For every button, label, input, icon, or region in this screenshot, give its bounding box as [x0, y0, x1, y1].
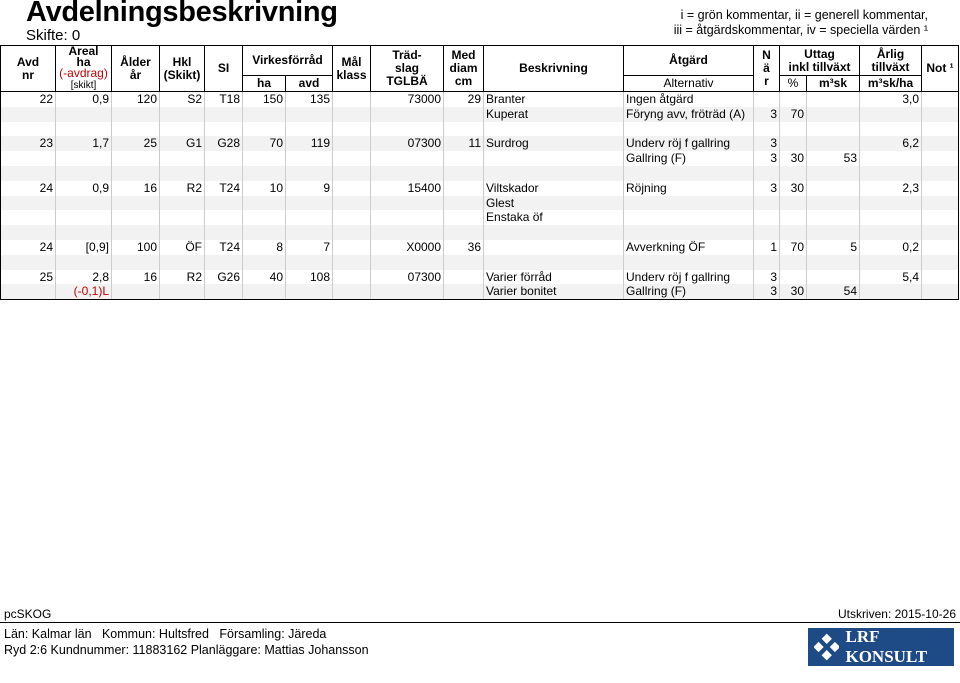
cell-nar [754, 255, 780, 270]
cell-atgard [624, 210, 754, 225]
col-nar-header: N ä r [754, 46, 780, 92]
cell-vavd: 119 [286, 136, 333, 151]
cell-mal [333, 210, 371, 225]
cell-diam [444, 181, 484, 196]
cell-pct [780, 270, 807, 285]
cell-mal [333, 196, 371, 211]
cell-diam [444, 270, 484, 285]
cell-alder: 16 [112, 181, 160, 196]
cell-besk: Surdrog [484, 136, 624, 151]
cell-pct [780, 166, 807, 181]
col-tradslag-header: Träd- slag TGLBÄ [371, 46, 444, 92]
cell-atgard [624, 122, 754, 137]
cell-pct: 70 [780, 240, 807, 255]
cell-besk: Viltskador [484, 181, 624, 196]
cell-not [922, 284, 959, 299]
legend-line-2: iii = åtgärdskommentar, iv = speciella värden ¹ [673, 23, 928, 37]
table-row [1, 107, 959, 122]
cell-hkl: ÖF [160, 240, 205, 255]
cell-areal [56, 196, 112, 211]
cell-mal [333, 136, 371, 151]
cell-m3 [807, 92, 860, 107]
cell-m3 [807, 136, 860, 151]
owner-line: Ryd 2:6 Kundnummer: 11883162 Planläggare: Mattias Johansson [4, 643, 369, 657]
cell-arlig: 6,2 [860, 136, 922, 151]
cell-not [922, 181, 959, 196]
cell-hkl: R2 [160, 270, 205, 285]
cell-arlig [860, 122, 922, 137]
cell-atgard: Underv röj f gallring [624, 270, 754, 285]
cell-tradslag [371, 210, 444, 225]
cell-arlig [860, 225, 922, 240]
cell-avd [1, 225, 56, 240]
cell-tradslag [371, 196, 444, 211]
cell-vavd [286, 284, 333, 299]
cell-alder: 25 [112, 136, 160, 151]
cell-besk [484, 240, 624, 255]
cell-not [922, 151, 959, 166]
cell-alder [112, 166, 160, 181]
cell-hkl [160, 210, 205, 225]
table-row [1, 225, 959, 240]
cell-vha: 10 [243, 181, 286, 196]
cell-not [922, 240, 959, 255]
cell-arlig: 3,0 [860, 92, 922, 107]
cell-arlig [860, 107, 922, 122]
cell-atgard: Avverkning ÖF [624, 240, 754, 255]
col-uttag-m3-header: m³sk [807, 76, 860, 92]
cell-diam: 36 [444, 240, 484, 255]
cell-m3 [807, 270, 860, 285]
footer-divider [0, 622, 960, 623]
cell-nar: 3 [754, 181, 780, 196]
cell-nar [754, 225, 780, 240]
cell-m3 [807, 181, 860, 196]
cell-areal: [0,9] [56, 240, 112, 255]
cell-vha: 8 [243, 240, 286, 255]
cell-m3 [807, 225, 860, 240]
cell-hkl [160, 284, 205, 299]
cell-hkl [160, 107, 205, 122]
cell-besk: Varier bonitet [484, 284, 624, 299]
cell-mal [333, 225, 371, 240]
cell-mal [333, 151, 371, 166]
cell-avd [1, 122, 56, 137]
col-si-header: SI [205, 46, 243, 92]
clover-icon [814, 633, 839, 661]
cell-areal [56, 151, 112, 166]
cell-avd [1, 210, 56, 225]
cell-vavd [286, 107, 333, 122]
cell-tradslag: 15400 [371, 181, 444, 196]
cell-vavd [286, 210, 333, 225]
cell-atgard: Gallring (F) [624, 151, 754, 166]
cell-nar: 3 [754, 151, 780, 166]
cell-arlig [860, 151, 922, 166]
cell-m3 [807, 122, 860, 137]
cell-areal: 1,7 [56, 136, 112, 151]
cell-not [922, 122, 959, 137]
col-alder-header: Ålder år [112, 46, 160, 92]
cell-vha [243, 225, 286, 240]
cell-tradslag [371, 107, 444, 122]
lrf-konsult-logo [808, 628, 954, 666]
cell-diam [444, 284, 484, 299]
cell-avd: 24 [1, 181, 56, 196]
cell-diam [444, 225, 484, 240]
cell-nar [754, 166, 780, 181]
cell-alder: 16 [112, 270, 160, 285]
cell-besk: Enstaka öf [484, 210, 624, 225]
col-alternativ-header: Alternativ [624, 76, 754, 92]
cell-arlig [860, 210, 922, 225]
cell-mal [333, 284, 371, 299]
cell-not [922, 225, 959, 240]
col-arlig-header: Årlig tillväxt [860, 46, 922, 76]
page-title: Avdelningsbeskrivning [26, 0, 338, 28]
cell-vha [243, 122, 286, 137]
cell-besk: Glest [484, 196, 624, 211]
cell-si: T24 [205, 181, 243, 196]
cell-areal [56, 166, 112, 181]
cell-not [922, 270, 959, 285]
table-row [1, 92, 959, 107]
cell-alder [112, 284, 160, 299]
cell-alder: 120 [112, 92, 160, 107]
cell-atgard: Röjning [624, 181, 754, 196]
cell-mal [333, 270, 371, 285]
cell-vha [243, 255, 286, 270]
cell-vha: 150 [243, 92, 286, 107]
cell-si [205, 166, 243, 181]
cell-atgard: Underv röj f gallring [624, 136, 754, 151]
cell-alder [112, 196, 160, 211]
cell-alder [112, 122, 160, 137]
cell-areal: 2,8 [56, 270, 112, 285]
cell-arlig: 0,2 [860, 240, 922, 255]
cell-atgard [624, 225, 754, 240]
cell-pct [780, 225, 807, 240]
cell-avd [1, 166, 56, 181]
cell-m3: 53 [807, 151, 860, 166]
cell-si: G28 [205, 136, 243, 151]
table-row [1, 210, 959, 225]
cell-nar [754, 210, 780, 225]
cell-pct [780, 210, 807, 225]
cell-alder [112, 151, 160, 166]
cell-vha [243, 166, 286, 181]
cell-pct [780, 255, 807, 270]
cell-areal [56, 225, 112, 240]
cell-tradslag: 73000 [371, 92, 444, 107]
cell-not [922, 210, 959, 225]
page-subtitle: Skifte: 0 [26, 27, 81, 44]
cell-diam [444, 255, 484, 270]
cell-si: T24 [205, 240, 243, 255]
cell-hkl [160, 196, 205, 211]
cell-avd: 23 [1, 136, 56, 151]
table-row [1, 151, 959, 166]
cell-alder [112, 107, 160, 122]
cell-hkl [160, 166, 205, 181]
cell-atgard: Gallring (F) [624, 284, 754, 299]
cell-hkl [160, 122, 205, 137]
cell-diam: 29 [444, 92, 484, 107]
cell-m3 [807, 166, 860, 181]
cell-arlig [860, 255, 922, 270]
cell-mal [333, 166, 371, 181]
cell-alder: 100 [112, 240, 160, 255]
table-row [1, 255, 959, 270]
cell-vavd [286, 151, 333, 166]
cell-diam [444, 151, 484, 166]
cell-si [205, 196, 243, 211]
col-arlig-unit-header: m³sk/ha [860, 76, 922, 92]
cell-not [922, 136, 959, 151]
cell-tradslag [371, 166, 444, 181]
col-malklass-header: Mål klass [333, 46, 371, 92]
cell-si: G26 [205, 270, 243, 285]
cell-pct [780, 196, 807, 211]
cell-tradslag: 07300 [371, 136, 444, 151]
cell-m3: 5 [807, 240, 860, 255]
cell-nar: 3 [754, 136, 780, 151]
cell-not [922, 107, 959, 122]
cell-not [922, 255, 959, 270]
cell-pct: 30 [780, 284, 807, 299]
col-virkesforrad-header: Virkesförråd [243, 46, 333, 76]
cell-besk: Varier förråd [484, 270, 624, 285]
stand-table [0, 45, 959, 300]
cell-tradslag [371, 122, 444, 137]
cell-hkl [160, 151, 205, 166]
cell-diam [444, 196, 484, 211]
cell-mal [333, 92, 371, 107]
cell-atgard [624, 255, 754, 270]
cell-besk [484, 151, 624, 166]
cell-tradslag [371, 225, 444, 240]
cell-m3: 54 [807, 284, 860, 299]
cell-not [922, 196, 959, 211]
cell-pct [780, 92, 807, 107]
cell-si [205, 122, 243, 137]
cell-m3 [807, 196, 860, 211]
col-diam-header: Med diam cm [444, 46, 484, 92]
cell-si [205, 284, 243, 299]
cell-hkl: S2 [160, 92, 205, 107]
location-line: Län: Kalmar län Kommun: Hultsfred Församling: Järeda [4, 627, 327, 641]
cell-alder [112, 225, 160, 240]
cell-nar [754, 196, 780, 211]
cell-atgard [624, 196, 754, 211]
cell-tradslag [371, 255, 444, 270]
cell-arlig: 5,4 [860, 270, 922, 285]
cell-vavd [286, 225, 333, 240]
cell-atgard: Föryng avv, fröträd (A) [624, 107, 754, 122]
cell-areal: 0,9 [56, 92, 112, 107]
table-row [1, 181, 959, 196]
cell-areal [56, 255, 112, 270]
cell-diam [444, 107, 484, 122]
cell-hkl: G1 [160, 136, 205, 151]
cell-si [205, 210, 243, 225]
col-hkl-header: Hkl (Skikt) [160, 46, 205, 92]
col-uttag-header: Uttag inkl tillväxt [780, 46, 860, 76]
cell-besk: Kuperat [484, 107, 624, 122]
cell-si [205, 255, 243, 270]
cell-vavd [286, 255, 333, 270]
col-beskrivning-header: Beskrivning [484, 46, 624, 92]
cell-alder [112, 210, 160, 225]
cell-avd: 24 [1, 240, 56, 255]
cell-vha: 40 [243, 270, 286, 285]
cell-atgard [624, 166, 754, 181]
cell-tradslag: 07300 [371, 270, 444, 285]
cell-areal: (-0,1)L [56, 284, 112, 299]
cell-areal [56, 210, 112, 225]
table-row [1, 136, 959, 151]
cell-nar: 3 [754, 107, 780, 122]
table-row [1, 240, 959, 255]
cell-vha [243, 151, 286, 166]
cell-hkl [160, 255, 205, 270]
cell-nar [754, 122, 780, 137]
cell-avd [1, 107, 56, 122]
cell-vavd [286, 166, 333, 181]
cell-m3 [807, 255, 860, 270]
cell-tradslag [371, 284, 444, 299]
cell-m3 [807, 210, 860, 225]
cell-si [205, 225, 243, 240]
cell-arlig [860, 166, 922, 181]
cell-diam: 11 [444, 136, 484, 151]
cell-vavd: 108 [286, 270, 333, 285]
cell-besk: Branter [484, 92, 624, 107]
cell-si [205, 107, 243, 122]
cell-mal [333, 255, 371, 270]
app-name: pcSKOG [4, 607, 52, 621]
cell-areal [56, 107, 112, 122]
cell-nar: 3 [754, 270, 780, 285]
col-avd-header: Avd nr [1, 46, 56, 92]
cell-pct: 30 [780, 151, 807, 166]
cell-mal [333, 240, 371, 255]
table-row [1, 270, 959, 285]
cell-pct [780, 122, 807, 137]
cell-not [922, 166, 959, 181]
cell-si: T18 [205, 92, 243, 107]
cell-si [205, 151, 243, 166]
cell-diam [444, 210, 484, 225]
printed-date: Utskriven: 2015-10-26 [837, 607, 956, 621]
cell-m3 [807, 107, 860, 122]
table-row [1, 196, 959, 211]
cell-pct: 70 [780, 107, 807, 122]
cell-avd [1, 151, 56, 166]
comment-legend [674, 8, 928, 38]
cell-areal [56, 122, 112, 137]
col-not-header: Not ¹ [922, 46, 959, 92]
cell-not [922, 92, 959, 107]
cell-besk [484, 166, 624, 181]
cell-mal [333, 107, 371, 122]
cell-tradslag [371, 151, 444, 166]
cell-hkl: R2 [160, 181, 205, 196]
cell-vha [243, 284, 286, 299]
cell-vavd: 135 [286, 92, 333, 107]
cell-vha [243, 196, 286, 211]
cell-vavd: 7 [286, 240, 333, 255]
cell-arlig [860, 284, 922, 299]
cell-avd: 25 [1, 270, 56, 285]
cell-arlig: 2,3 [860, 181, 922, 196]
cell-nar: 1 [754, 240, 780, 255]
cell-avd: 22 [1, 92, 56, 107]
cell-diam [444, 122, 484, 137]
col-virke-avd-header: avd [286, 76, 333, 92]
cell-vavd [286, 122, 333, 137]
cell-nar [754, 92, 780, 107]
cell-mal [333, 122, 371, 137]
cell-vavd [286, 196, 333, 211]
col-atgard-header: Åtgärd [624, 46, 754, 76]
cell-hkl [160, 225, 205, 240]
legend-line-1: i = grön kommentar, ii = generell kommentar, [680, 8, 928, 22]
cell-besk [484, 255, 624, 270]
logo-text: LRF KONSULT [845, 627, 928, 666]
cell-nar: 3 [754, 284, 780, 299]
cell-areal: 0,9 [56, 181, 112, 196]
cell-vha [243, 210, 286, 225]
cell-pct: 30 [780, 181, 807, 196]
cell-besk [484, 122, 624, 137]
cell-arlig [860, 196, 922, 211]
table-row [1, 122, 959, 137]
table-row [1, 284, 959, 299]
cell-avd [1, 255, 56, 270]
col-virke-ha-header: ha [243, 76, 286, 92]
cell-alder [112, 255, 160, 270]
cell-besk [484, 225, 624, 240]
cell-pct [780, 136, 807, 151]
cell-vha: 70 [243, 136, 286, 151]
cell-diam [444, 166, 484, 181]
col-uttag-pct-header: % [780, 76, 807, 92]
cell-avd [1, 196, 56, 211]
cell-atgard: Ingen åtgärd [624, 92, 754, 107]
cell-mal [333, 181, 371, 196]
cell-vha [243, 107, 286, 122]
cell-tradslag: X0000 [371, 240, 444, 255]
col-areal-header: Areal ha (-avdrag) [skikt] [56, 46, 112, 92]
cell-avd [1, 284, 56, 299]
cell-vavd: 9 [286, 181, 333, 196]
table-row [1, 166, 959, 181]
